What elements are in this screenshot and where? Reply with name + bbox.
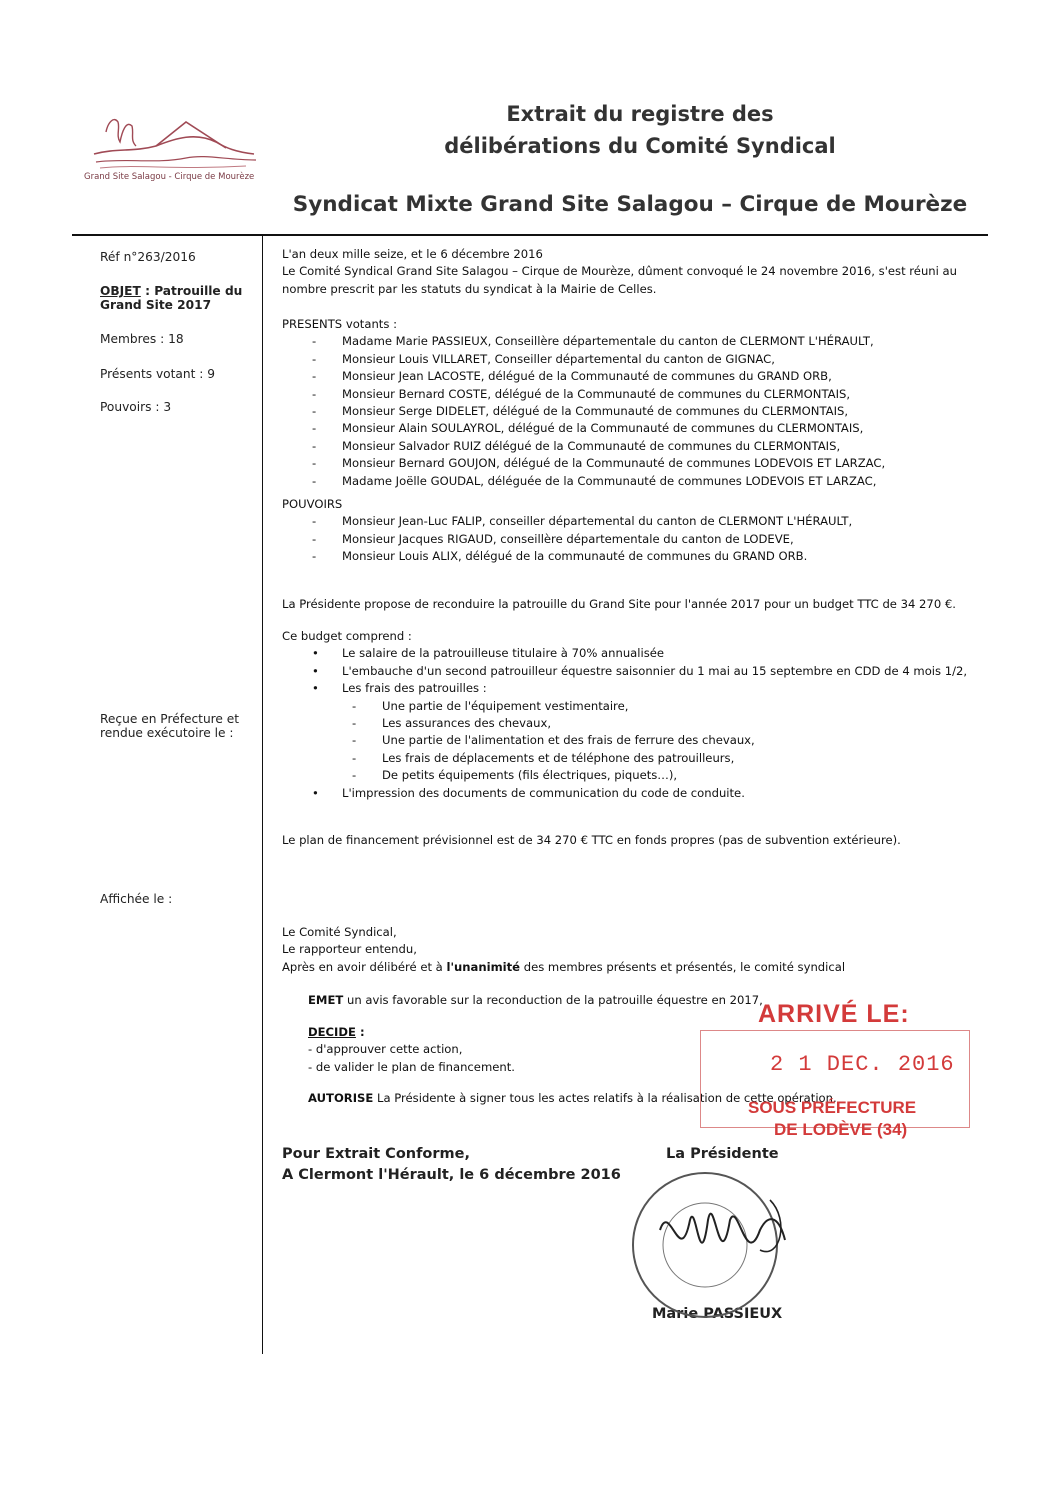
- financing-plan: Le plan de financement prévisionnel est de 34 270 € TTC en fonds propres (pas de subvention extérieure).: [282, 833, 901, 847]
- budget-section: [282, 628, 982, 802]
- decide-label: DECIDE: [308, 1025, 356, 1039]
- presents-item: - Monsieur Bernard GOUJON, délégué de la Communauté de communes LODEVOIS ET LARZAC,: [312, 456, 886, 471]
- comite-statement: Le Comité Syndical, Le rapporteur entendu, Après en avoir délibéré et à l'unanimité des membres présents et présentés, le comité syndical: [282, 925, 846, 974]
- column-divider: [262, 234, 263, 1354]
- president-role: La Présidente: [666, 1146, 779, 1162]
- frais-item: - Une partie de l'alimentation et des frais de ferrure des chevaux,: [352, 733, 755, 748]
- frais-item: - Les frais de déplacements et de téléphone des patrouilleurs,: [352, 750, 735, 765]
- presents-item: - Monsieur Salvador RUIZ délégué de la Communauté de communes du CLERMONTAIS,: [312, 438, 841, 453]
- intro-line3: nombre prescrit par les statuts du syndicat à la Mairie de Celles.: [282, 281, 657, 296]
- frais-item: - Une partie de l'équipement vestimentaire,: [352, 698, 629, 713]
- frais-item: - De petits équipements (fils électriques, piquets…),: [352, 768, 678, 783]
- reference-number: Réf n°263/2016: [100, 250, 196, 264]
- document-title-line1: Extrait du registre des: [506, 102, 774, 126]
- budget-item: • L'embauche d'un second patrouilleur équestre saisonnier du 1 mai au 15 septembre en CDD de 4 mois 1/2,: [312, 663, 968, 678]
- emet-decision: EMET un avis favorable sur la reconduction de la patrouille équestre en 2017,: [308, 993, 763, 1007]
- recue-line2: rendue exécutoire le :: [100, 726, 234, 740]
- emet-label: EMET: [308, 993, 344, 1007]
- logo-caption: Grand Site Salagou - Cirque de Mourèze: [84, 172, 255, 182]
- presents-item: - Madame Marie PASSIEUX, Conseillère départementale du canton de CLERMONT L'HÉRAULT,: [312, 334, 874, 349]
- proposal-text: La Présidente propose de reconduire la patrouille du Grand Site pour l'année 2017 pour un budget TTC de 34 270 €.: [282, 597, 956, 611]
- prefecture-reception: [100, 712, 260, 740]
- presents-list: [282, 333, 982, 490]
- presents-item: - Monsieur Louis VILLARET, Conseiller départemental du canton de GIGNAC,: [312, 351, 775, 366]
- intro-line2: Le Comité Syndical Grand Site Salagou – Cirque de Mourèze, dûment convoqué le 24 novembre 2016, s'est réuni au: [282, 264, 957, 279]
- stamp-location: DE LODÈVE (34): [774, 1120, 908, 1139]
- objet-text: : Patrouille du: [140, 284, 243, 298]
- stamp-arrive: ARRIVÉ LE:: [758, 1000, 910, 1028]
- pouvoirs-heading: POUVOIRS: [282, 497, 343, 511]
- objet-text-2: Grand Site 2017: [100, 298, 212, 312]
- pouvoirs-section: [282, 496, 982, 566]
- stamp-prefecture: SOUS PRÉFECTURE: [748, 1098, 917, 1117]
- pouvoirs-item: - Monsieur Jean-Luc FALIP, conseiller départemental du canton de CLERMONT L'HÉRAULT,: [312, 514, 853, 529]
- intro-paragraph: [282, 246, 982, 298]
- frais-item: - Les assurances des chevaux,: [352, 716, 552, 731]
- presents-item: - Monsieur Serge DIDELET, délégué de la Communauté de communes du CLERMONTAIS,: [312, 404, 849, 419]
- pouvoirs-item: - Monsieur Louis ALIX, délégué de la communauté de communes du GRAND ORB.: [312, 549, 808, 564]
- president-name: Marie PASSIEUX: [652, 1306, 783, 1322]
- decide-section: DECIDE : - d'approuver cette action, - de valider le plan de financement.: [308, 1025, 515, 1074]
- recue-line1: Reçue en Préfecture et: [100, 712, 240, 726]
- budget-item: • Le salaire de la patrouilleuse titulaire à 70% annualisée: [312, 646, 665, 661]
- reception-stamp: [700, 994, 970, 1146]
- document-title-line2: délibérations du Comité Syndical: [444, 134, 836, 158]
- intro-line1: L'an deux mille seize, et le 6 décembre 2016: [282, 247, 543, 261]
- objet-label: OBJET: [100, 284, 141, 298]
- autorise-decision: AUTORISE La Présidente à signer tous les actes relatifs à la réalisation de cette opération.: [308, 1091, 837, 1105]
- header-divider: [72, 234, 988, 236]
- presents-count: Présents votant : 9: [100, 367, 215, 381]
- place-date: A Clermont l'Hérault, le 6 décembre 2016: [282, 1167, 621, 1183]
- budget-item: • L'impression des documents de communication du code de conduite.: [312, 785, 745, 800]
- membres-count: Membres : 18: [100, 332, 184, 346]
- pour-extrait: Pour Extrait Conforme,: [282, 1146, 470, 1162]
- official-seal: [620, 1160, 790, 1330]
- pouvoirs-count: Pouvoirs : 3: [100, 400, 172, 414]
- frais-list: [312, 698, 982, 785]
- budget-heading: Ce budget comprend :: [282, 629, 412, 643]
- stamp-date: 2 1 DEC. 2016: [770, 1052, 955, 1077]
- presents-item: - Monsieur Alain SOULAYROL, délégué de la Communauté de communes du CLERMONTAIS,: [312, 421, 864, 436]
- document-subtitle: Syndicat Mixte Grand Site Salagou – Cirque de Mourèze: [292, 192, 968, 217]
- signature-block: [282, 1144, 621, 1186]
- presents-item: - Madame Joëlle GOUDAL, déléguée de la Communauté de communes LODEVOIS ET LARZAC,: [312, 473, 877, 488]
- objet-field: [100, 284, 260, 312]
- presents-item: - Monsieur Bernard COSTE, délégué de la Communauté de communes du CLERMONTAIS,: [312, 386, 851, 401]
- presents-item: - Monsieur Jean LACOSTE, délégué de la Communauté de communes du GRAND ORB,: [312, 369, 832, 384]
- budget-item: • Les frais des patrouilles :: [312, 681, 487, 696]
- autorise-label: AUTORISE: [308, 1091, 374, 1105]
- presents-heading: PRESENTS votants :: [282, 317, 397, 331]
- affichee-label: Affichée le :: [100, 892, 173, 906]
- pouvoirs-list: [282, 513, 982, 565]
- presents-section: [282, 316, 982, 490]
- pouvoirs-item: - Monsieur Jacques RIGAUD, conseillère départementale du canton de LODEVE,: [312, 531, 794, 546]
- budget-list: [282, 645, 982, 802]
